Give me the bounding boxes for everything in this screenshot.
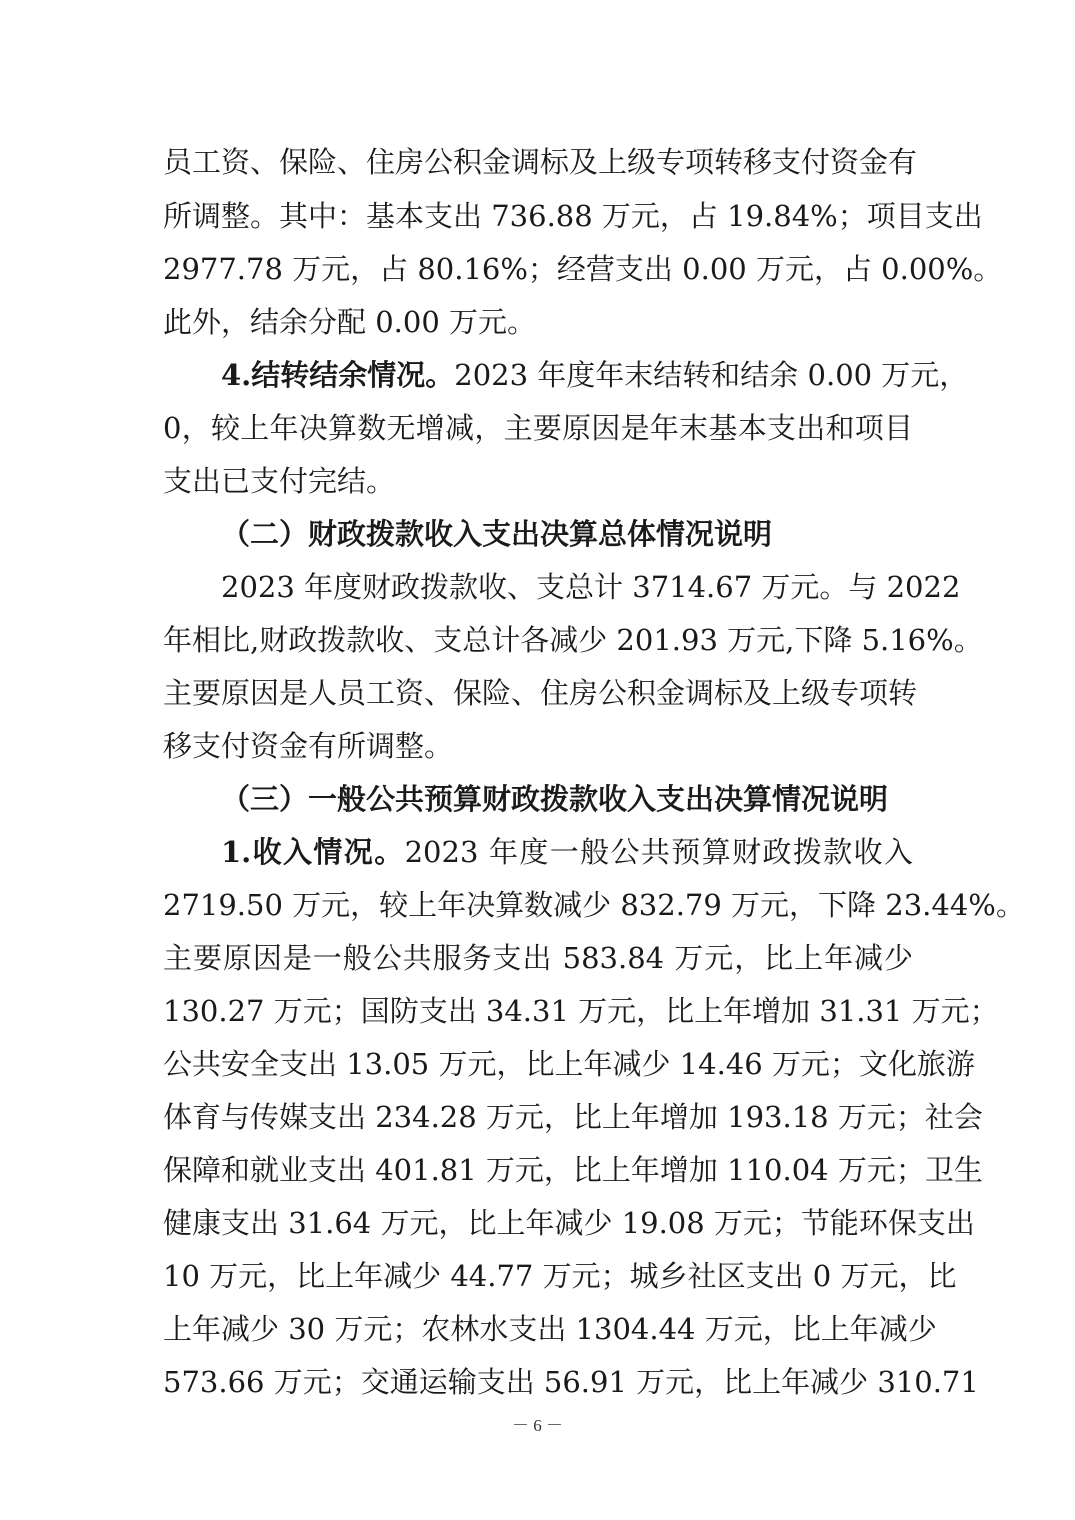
paragraph-line: 此外，结余分配 0.00 万元。 <box>163 305 537 339</box>
paragraph-line: 10 万元，比上年减少 44.77 万元；城乡社区支出 0 万元，比 <box>163 1259 957 1293</box>
paragraph-line: 体育与传媒支出 234.28 万元，比上年增加 193.18 万元；社会 <box>163 1100 983 1134</box>
paragraph-line: 2977.78 万元，占 80.16%；经营支出 0.00 万元，占 0.00%。 <box>163 252 1003 286</box>
paragraph-line: 移支付资金有所调整。 <box>163 729 454 763</box>
income-label: 1.收入情况。 <box>221 835 405 869</box>
paragraph-line: 保障和就业支出 401.81 万元，比上年增加 110.04 万元；卫生 <box>163 1153 983 1187</box>
paragraph-line: 130.27 万元；国防支出 34.31 万元，比上年增加 31.31 万元； <box>163 994 999 1028</box>
paragraph-line: 健康支出 31.64 万元，比上年减少 19.08 万元；节能环保支出 <box>163 1206 975 1240</box>
paragraph-line: 2023 年度财政拨款收、支总计 3714.67 万元。与 2022 <box>221 570 961 604</box>
paragraph-line: 支出已支付完结。 <box>163 464 396 498</box>
paragraph-line: 主要原因是人员工资、保险、住房公积金调标及上级专项转 <box>163 676 918 710</box>
income-text: 2023 年度一般公共预算财政拨款收入 <box>404 835 913 869</box>
paragraph-line: 573.66 万元；交通运输支出 56.91 万元，比上年减少 310.71 <box>163 1365 979 1399</box>
carryover-text: 2023 年度年末结转和结余 0.00 万元， <box>454 358 969 392</box>
paragraph-line: 主要原因是一般公共服务支出 583.84 万元，比上年减少 <box>163 941 913 975</box>
carryover-label: 4.结转结余情况。 <box>221 358 455 392</box>
carryover-first-line <box>221 355 969 395</box>
paragraph-line: 上年减少 30 万元；农林水支出 1304.44 万元，比上年减少 <box>163 1312 937 1346</box>
section-heading-2: （二）财政拨款收入支出决算总体情况说明 <box>221 517 773 551</box>
paragraph-line: 公共安全支出 13.05 万元，比上年减少 14.46 万元；文化旅游 <box>163 1047 975 1081</box>
paragraph-line: 年相比,财政拨款收、支总计各减少 201.93 万元,下降 5.16%。 <box>163 623 983 657</box>
section-heading-3: （三）一般公共预算财政拨款收入支出决算情况说明 <box>221 782 889 816</box>
paragraph-line: 2719.50 万元，较上年决算数减少 832.79 万元，下降 23.44%。 <box>163 888 1025 922</box>
paragraph-line: 所调整。其中：基本支出 736.88 万元，占 19.84%；项目支出 <box>163 199 983 233</box>
paragraph-line: 员工资、保险、住房公积金调标及上级专项转移支付资金有 <box>163 145 918 179</box>
page-number: － 6 － <box>512 1416 563 1435</box>
income-first-line <box>221 832 913 872</box>
paragraph-line: 0，较上年决算数无增减，主要原因是年末基本支出和项目 <box>163 411 913 445</box>
